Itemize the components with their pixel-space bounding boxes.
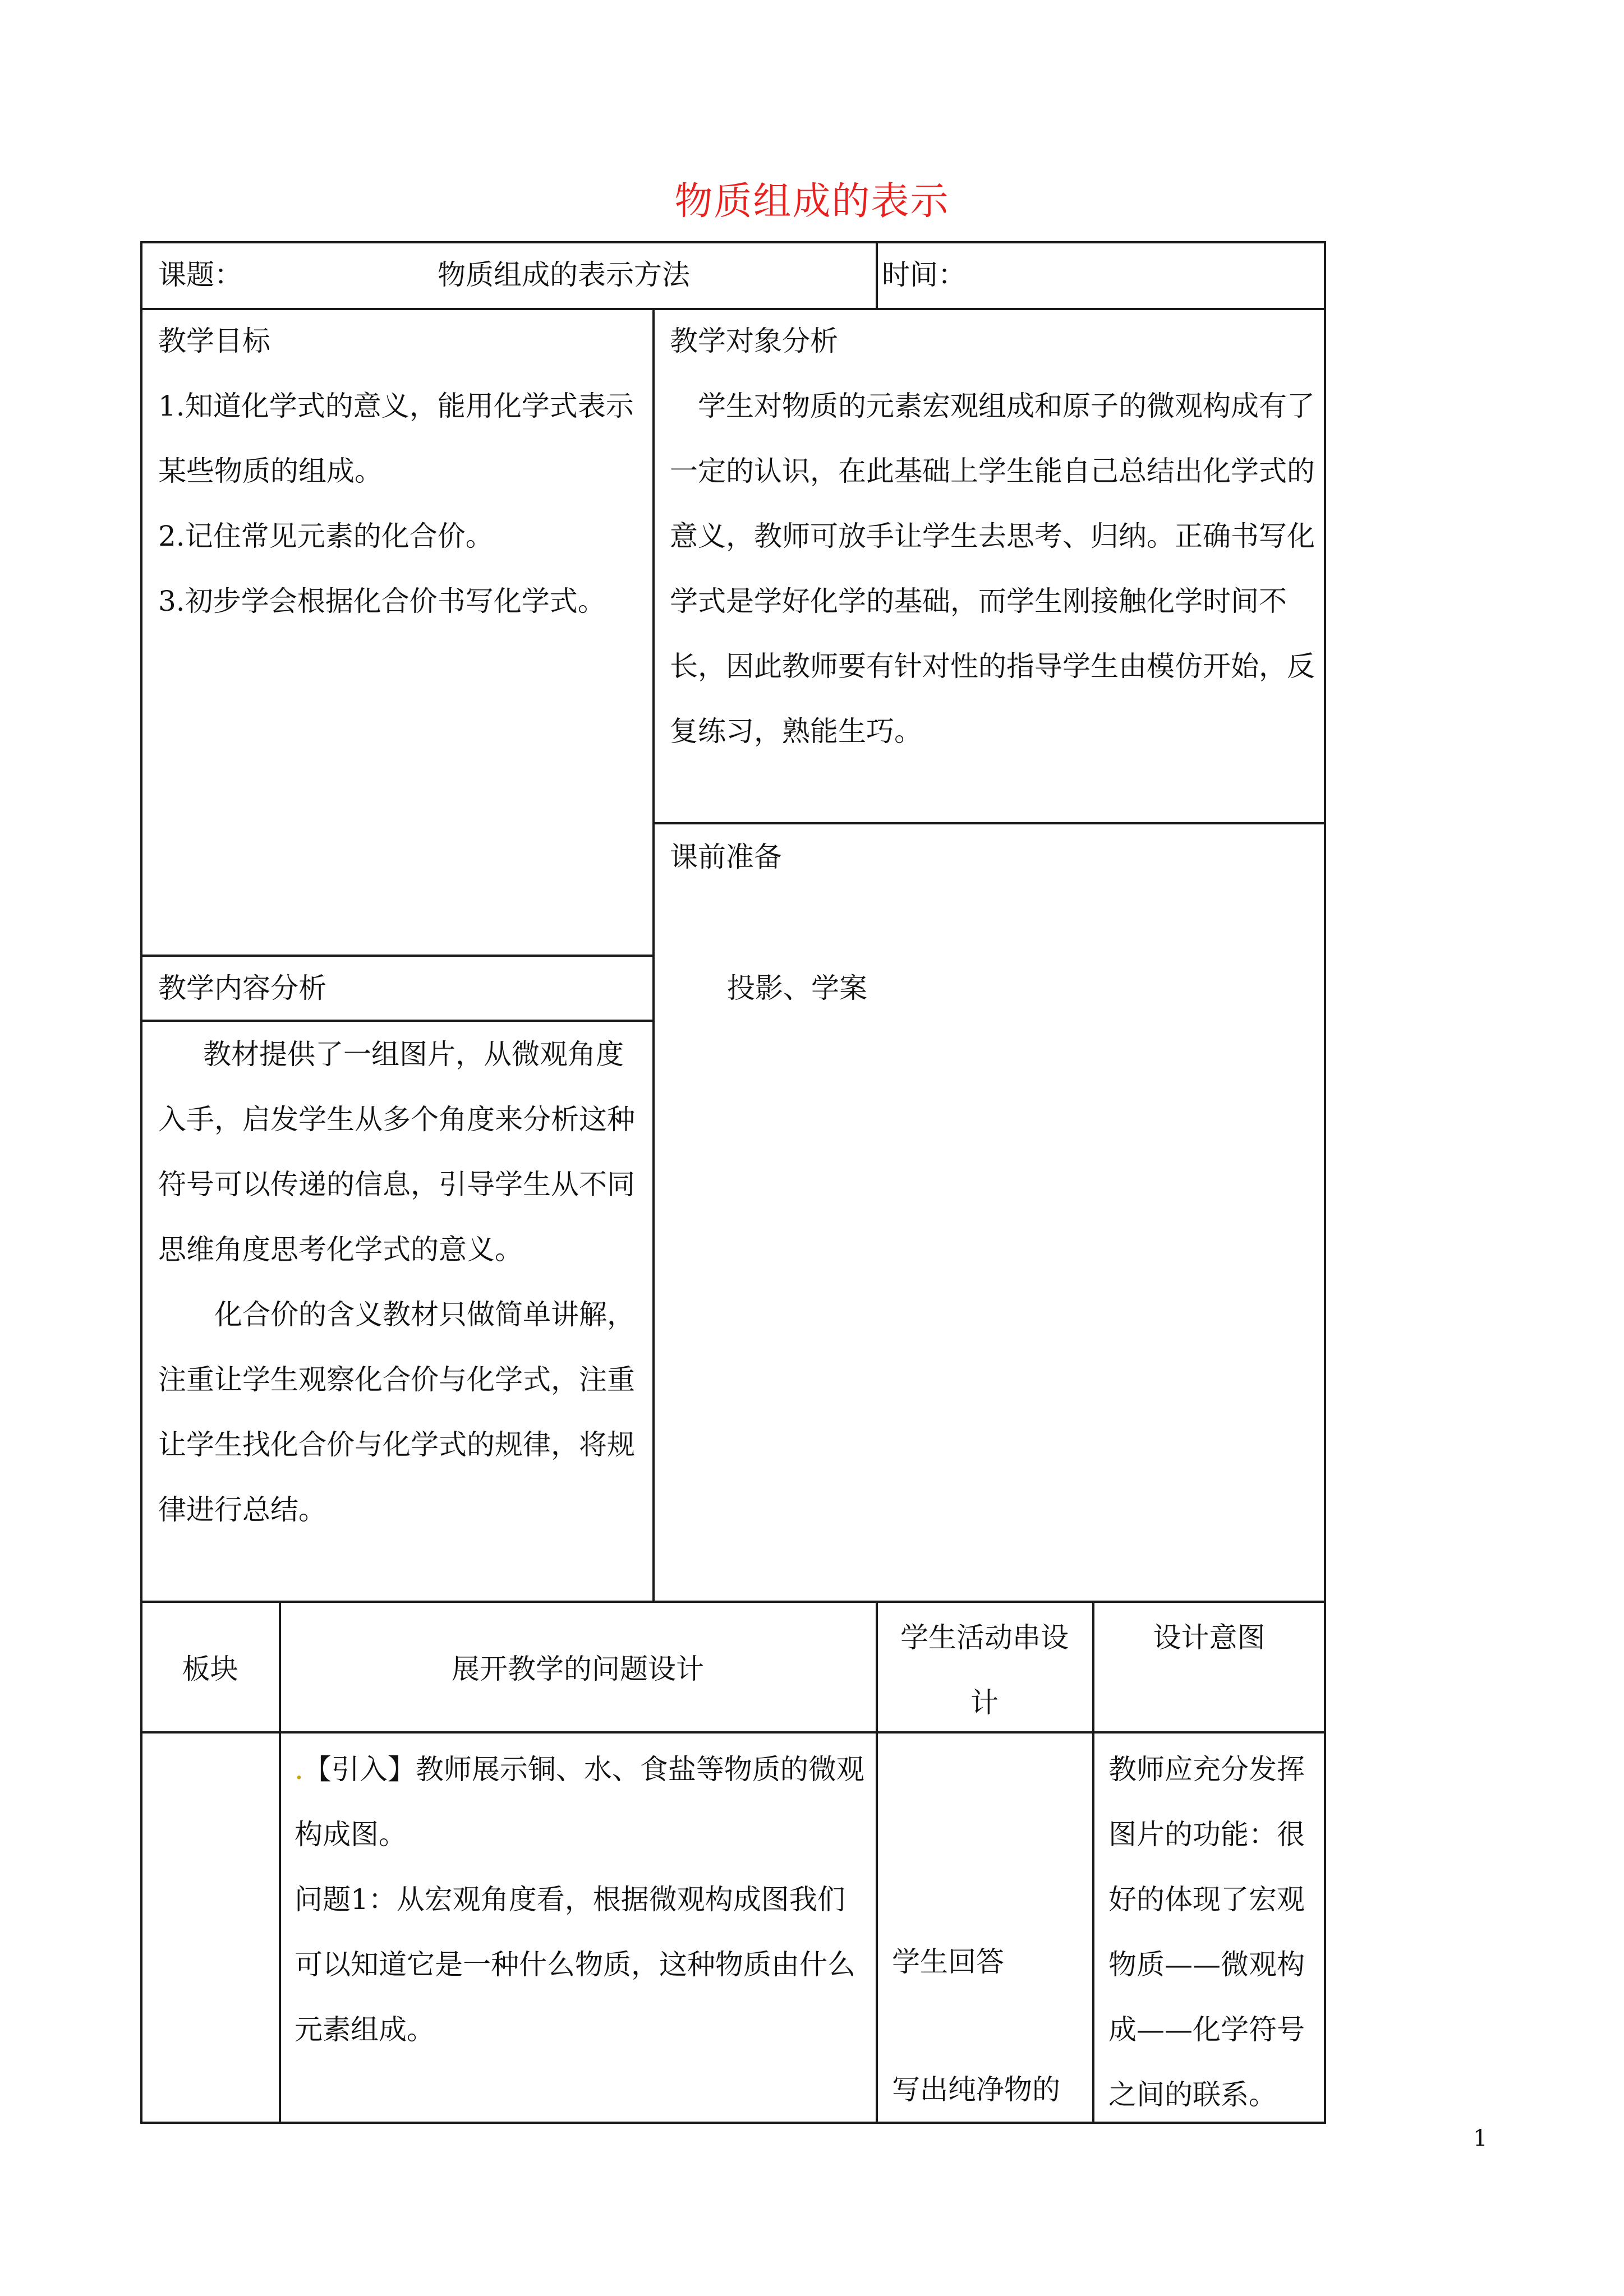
prep-heading: 课前准备 [670, 841, 782, 873]
goals-section [158, 308, 641, 634]
audience-section [670, 308, 1315, 764]
goal-item: 1.知道化学式的意义，能用化学式表示某些物质的组成。 [158, 390, 634, 487]
goal-item: 3.初步学会根据化合价书写化学式。 [158, 585, 606, 617]
audience-text: 学生对物质的元素宏观组成和原子的微观构成有了一定的认识，在此基础上学生能自己总结出化学式的意义，教师可放手让学生去思考、归纳。正确书写化学式是学好化学的基础，而学生刚接触化学时间不长，因此教师要有针对性的指导学生由模仿开始，反复练习，熟能生巧。 [670, 390, 1315, 748]
line [140, 1731, 1326, 1733]
line [876, 241, 878, 309]
topic-value: 物质组成的表示方法 [438, 259, 690, 291]
content-heading: 教学内容分析 [158, 972, 326, 1004]
content-para: 教材提供了一组图片，从微观角度入手，启发学生从多个角度来分析这种符号可以传递的信息，引导学生从不同思维角度思考化学式的意义。 [158, 1038, 635, 1266]
prep-text: 投影、学案 [727, 972, 867, 1004]
goal-item: 2.记住常见元素的化合价。 [158, 520, 494, 552]
content-para: 化合价的含义教材只做简单讲解，注重让学生观察化合价与化学式，注重让学生找化合价与化学式的规律，将规律进行总结。 [158, 1298, 635, 1526]
intro-text: 教师展示铜、水、食盐等物质的微观构成图。 [295, 1753, 864, 1851]
student-answer: 学生回答 [892, 1945, 1004, 1978]
goals-heading: 教学目标 [158, 325, 270, 357]
time-label: 时间： [882, 259, 966, 291]
intro-line [295, 1737, 867, 1867]
question-text: 问题1：从宏观角度看，根据微观构成图我们可以知道它是一种什么物质，这种物质由什么元素组成。 [295, 1883, 855, 2046]
col-header-questions: 展开教学的问题设计 [452, 1653, 704, 1685]
line [140, 1601, 1326, 1603]
line [1092, 1601, 1094, 2124]
student-write: 写出纯净物的 [892, 2073, 1060, 2106]
page-title: 物质组成的表示 [674, 179, 950, 224]
line [140, 241, 142, 2124]
topic-label: 课题： [158, 259, 242, 291]
audience-heading: 教学对象分析 [670, 325, 838, 357]
col-header-activities: 学生活动串设计 [900, 1621, 1069, 1719]
line [1324, 241, 1326, 2124]
content-section [158, 1022, 641, 1542]
row1-intent: 教师应充分发挥图片的功能：很好的体现了宏观物质——微观构成——化学符号之间的联系。 [1108, 1753, 1305, 2111]
line [876, 1601, 878, 2124]
col-header-block: 板块 [182, 1653, 238, 1685]
page-number: 1 [1473, 2126, 1488, 2151]
line [140, 241, 1326, 243]
intro-tag: 【引入】 [303, 1753, 416, 1786]
row1-questions [295, 1737, 867, 2062]
line [652, 308, 655, 1602]
lead-dot: . [295, 1753, 303, 1786]
col-header-intent: 设计意图 [1153, 1621, 1266, 1654]
